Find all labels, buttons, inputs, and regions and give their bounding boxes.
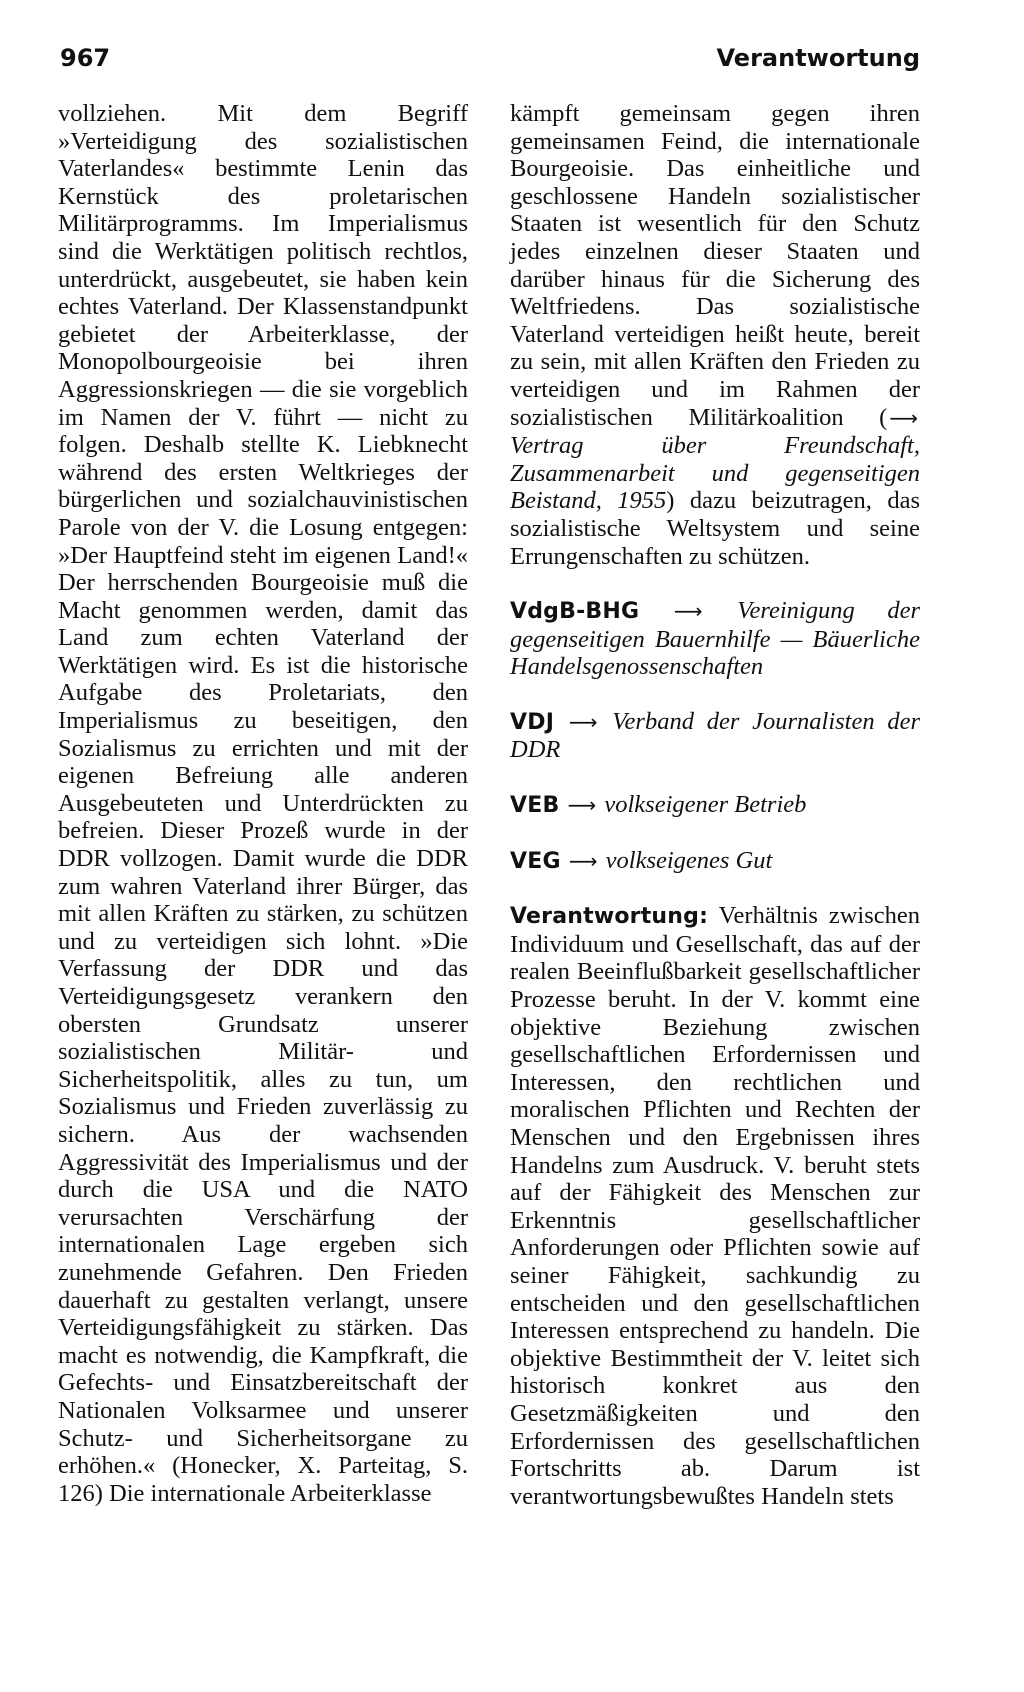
cross-reference-link[interactable]: Verband der Journalisten der DDR [510, 707, 921, 764]
cross-reference-link[interactable]: Vertrag über Freundschaft, Zusammenarbeit und gegenseitigen Beistand, 1955 [510, 432, 920, 515]
cross-reference-arrow-icon: ⟶ [673, 599, 703, 624]
page-header [60, 44, 920, 84]
cross-reference-arrow-icon: ⟶ [889, 405, 918, 430]
cross-reference-arrow-icon: ⟶ [568, 848, 598, 873]
left-column-text: vollziehen. Mit dem Begriff »Verteidigung des sozialistischen Vaterlandes« bestimmte Lenin das Kernstück des proletarischen Militärprogramms. Im Imperialismus sind die Werktätigen politisch rechtlos, unterdrückt, ausgebeutet, sie haben kein echtes Vaterland. Der Klassenstandpunkt gebietet der Arbeiterklasse, der Monopolbourgeoisie bei ihren Aggressionskriegen — die sie vorgeblich im Namen der V. führt — nicht zu folgen. Deshalb stellte K. Liebknecht während des ersten Weltkrieges der bürgerlichen und sozialchauvinistischen Parole von der V. die Losung entgegen: »Der Hauptfeind steht im eigenen Land!« Der herrschenden Bourgeoisie muß die Macht genommen werden, damit das Land zum echten Vaterland der Werktätigen wird. Es ist die historische Aufgabe des Proletariats, den Imperialismus zu beseitigen, den Sozialismus zu errichten und mit der eigenen Befreiung alle anderen Ausgebeuteten und Unterdrückten zu befreien. Dieser Prozeß wurde in der DDR vollzogen. Damit wurde die DDR zum wahren Vaterland ihrer Bürger, das mit allen Kräften zu stärken, zu schützen und zu verteidigen sich lohnt. »Die Verfassung der DDR und das Verteidigungsgesetz verankern den obersten Grundsatz unserer sozialistischen Militär- und Sicherheitspolitik, alles zu tun, um Sozialismus und Frieden zuverlässig zu sichern. Aus der wachsenden Aggressivität des Imperialismus und der durch die USA und die NATO verursachten Verschärfung der internationalen Lage ergeben sich zunehmende Gefahren. Den Frieden dauerhaft zu gestalten verlangt, unsere Verteidigungsfähigkeit zu stärken. Das macht es notwendig, die Kampfkraft, die Gefechts- und Einsatzbereitschaft der Nationalen Volksarmee und unserer Schutz- und Sicherheitsorgane zu erhöhen.« (Honecker, X. Parteitag, S. 126) Die internationale Arbeiterklasse [58, 100, 468, 1507]
entry-vdj [510, 708, 920, 764]
entry-term: VDJ [510, 709, 555, 735]
cross-reference-link[interactable]: Vereinigung der gegenseitigen Bauernhilfe — Bäuerliche Handelsgenossenschaften [510, 597, 921, 681]
entry-term: VEG [510, 848, 561, 874]
entry-vdgb-bhg [510, 597, 920, 681]
entry-veg [510, 847, 920, 876]
continuation-paragraph [510, 100, 920, 570]
entry-definition: Verhältnis zwischen Individuum und Gesellschaft, das auf der realen Beeinflußbarkeit gesellschaftlicher Prozesse beruht. In der V. kommt eine objektive Beziehung zwischen gesellschaftlichen Erfordernissen und Interessen, den rechtlichen und moralischen Pflichten und Rechten der Menschen und den Ergebnissen ihres Handelns zum Ausdruck. V. beruht stets auf der Fähigkeit des Menschen zur Erkenntnis gesellschaftlicher Anforderungen oder Pflichten sowie auf seiner Fähigkeit, sachkundig zu entscheiden und den gesellschaftlichen Interessen entsprechend zu handeln. Die objektive Bestimmtheit der V. leitet sich historisch konkret aus den Gesetzmäßigkeiten und den Erfordernissen des gesellschaftlichen Fortschritts ab. Darum ist verantwortungsbewußtes Handeln stets [510, 902, 920, 1510]
right-column [510, 100, 920, 1510]
entry-veb [510, 791, 920, 820]
running-head: Verantwortung [716, 44, 920, 72]
cross-reference-link[interactable]: volkseigener Betrieb [604, 791, 807, 819]
cross-reference-link[interactable]: volkseigenes Gut [605, 846, 773, 874]
entry-term: VdgB-BHG [510, 599, 640, 625]
entry-verantwortung [510, 902, 920, 1510]
continuation-text: kämpft gemeinsam gegen ihren gemeinsamen Feind, die internationale Bourgeoisie. Das einheitliche und geschlossene Handeln sozialistischer Staaten ist wesentlich für den Schutz jedes einzelnen dieser Staaten und darüber hinaus für die Sicherung des Weltfriedens. Das sozialistische Vaterland verteidigen heißt heute, bereit zu sein, mit allen Kräften den Frieden zu verteidigen und im Rahmen der sozialistischen Militärkoalition ( [510, 100, 920, 431]
cross-reference-arrow-icon: ⟶ [567, 793, 597, 818]
page-number: 967 [60, 44, 111, 72]
left-column [58, 100, 468, 1507]
entry-term: VEB [510, 793, 560, 819]
continuation-text-end: ) dazu beizutragen, das sozialistische Weltsystem und seine Errungenschaften zu schützen. [510, 487, 920, 570]
entry-term: Verantwortung: [510, 904, 709, 930]
cross-reference-arrow-icon: ⟶ [568, 709, 598, 734]
